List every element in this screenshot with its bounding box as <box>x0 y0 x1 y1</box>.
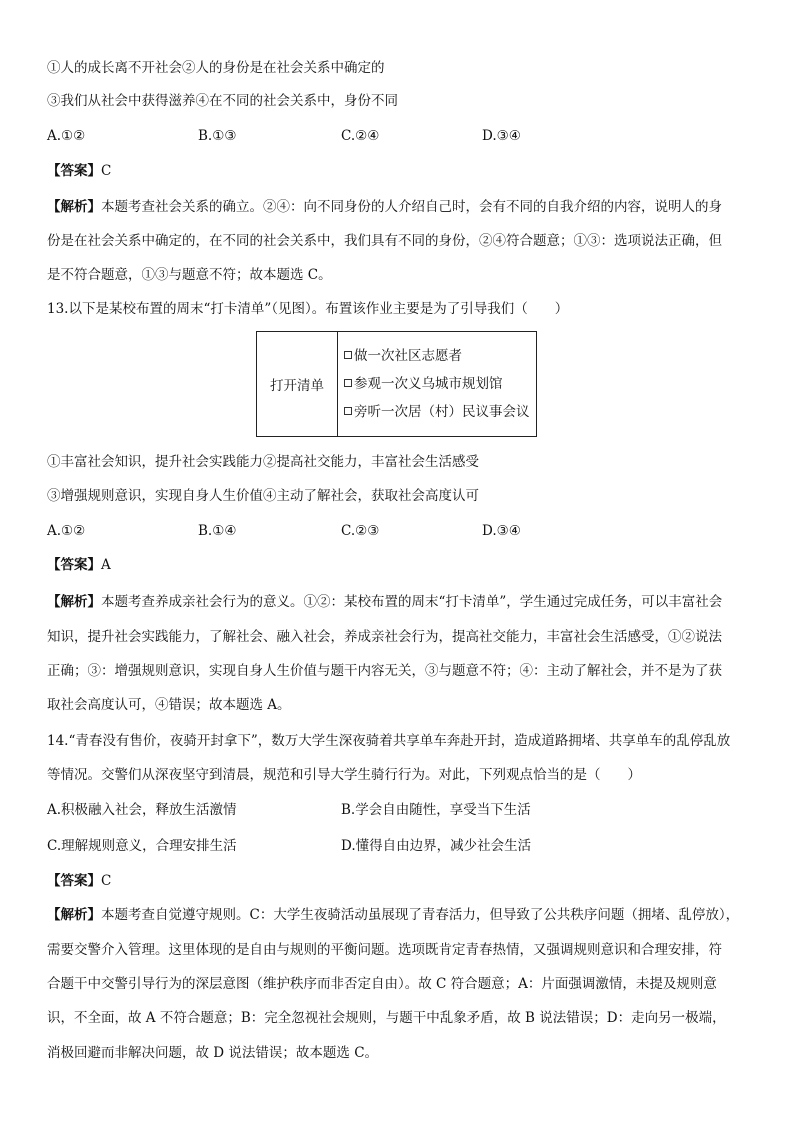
q13-analysis-1: 【解析】本题考查养成亲社会行为的意义。①②：某校布置的周末“打卡清单”，学生通过完成任务，可以丰富社会 <box>47 594 723 610</box>
q13-statements-2: ③增强规则意识，实现自身人生价值④主动了解社会，获取社会高度认可 <box>47 488 479 504</box>
q14-answer <box>47 871 111 891</box>
q14-analysis-4: 识，不全面，故 A 不符合题意；B：完全忽视社会规则，与题干中乱象矛盾，故 B 说法错误；D：走向另一极端， <box>47 1010 726 1026</box>
q12-answer-value: C <box>101 163 112 179</box>
q12-analysis-2: 份是在社会关系中确定的，在不同的社会关系中，我们具有不同的身份，②④符合题意；①③：选项说法正确，但 <box>47 233 722 249</box>
q14-analysis-5: 消极回避而非解决问题，故 D 说法错误；故本题选 C。 <box>47 1045 379 1061</box>
q13-option-c: C.②③ <box>341 523 380 539</box>
q13-answer-value: A <box>101 557 111 573</box>
q14-analysis-3: 合题干中交警引导行为的深层意图（维护秩序而非否定自由）。故 C 符合题意；A：片面强调激情，未提及规则意 <box>47 976 717 992</box>
q13-stem: 13.以下是某校布置的周末“打卡清单”（见图）。布置该作业主要是为了引导我们（ ） <box>47 301 569 317</box>
q13-analysis-2: 知识，提升社会实践能力，了解社会、融入社会，养成亲社会行为，提高社交能力，丰富社会生活感受，①②说法 <box>47 629 722 645</box>
q14-answer-tag: 【答案】 <box>47 873 101 889</box>
q13-option-a: A.①② <box>47 523 86 539</box>
q12-option-d: D.③④ <box>482 128 521 144</box>
q12-option-b: B.①③ <box>198 128 237 144</box>
q14-option-b: B.学会自由随性，享受当下生活 <box>341 802 531 818</box>
checkin-list-items <box>338 332 537 437</box>
q13-analysis-tag: 【解析】 <box>47 594 101 610</box>
q13-analysis-3: 正确；③：增强规则意识，实现自身人生价值与题干内容无关，③与题意不符；④：主动了解社会，并不是为了获 <box>47 663 722 679</box>
q14-analysis-2: 需要交警介入管理。这里体现的是自由与规则的平衡问题。选项既肯定青春热情，又强调规则意识和合理安排，符 <box>47 942 722 958</box>
checkin-item: 旁听一次居（村）民议事会议 <box>344 398 536 426</box>
checkbox-icon <box>344 407 352 415</box>
q12-statements-2: ③我们从社会中获得滋养④在不同的社会关系中，身份不同 <box>47 93 398 109</box>
q12-option-c: C.②④ <box>341 128 380 144</box>
q13-option-b: B.①④ <box>198 523 237 539</box>
q14-option-a: A.积极融入社会，释放生活激情 <box>47 802 237 818</box>
q13-answer <box>47 555 111 575</box>
q13-answer-tag: 【答案】 <box>47 557 101 573</box>
checkbox-icon <box>344 379 352 387</box>
q14-stem-1: 14.“青春没有售价，夜骑开封拿下”，数万大学生深夜骑着共享单车奔赴开封，造成道路拥堵、共享单车的乱停乱放 <box>47 733 731 749</box>
checkin-list-table <box>256 331 537 437</box>
q14-stem-2: 等情况。交警们从深夜坚守到清晨，规范和引导大学生骑行行为。对此，下列观点恰当的是（ ） <box>47 767 641 783</box>
q13-analysis-4: 取社会高度认可，④错误；故本题选 A。 <box>47 697 291 713</box>
q14-option-d: D.懂得自由边界，减少社会生活 <box>341 838 532 854</box>
checkin-item: 参观一次义乌城市规划馆 <box>344 370 536 398</box>
q14-option-c: C.理解规则意义，合理安排生活 <box>47 838 237 854</box>
q13-statements-1: ①丰富社会知识，提升社会实践能力②提高社交能力，丰富社会生活感受 <box>47 454 479 470</box>
q12-analysis-3: 是不符合题意，①③与题意不符；故本题选 C。 <box>47 267 332 283</box>
q12-answer-tag: 【答案】 <box>47 163 101 179</box>
q14-answer-value: C <box>101 873 112 889</box>
q12-answer <box>47 161 111 181</box>
checkin-item: 做一次社区志愿者 <box>344 342 536 370</box>
checkbox-icon <box>344 351 352 359</box>
q12-statements-1: ①人的成长离不开社会②人的身份是在社会关系中确定的 <box>47 60 385 76</box>
q14-analysis-1: 【解析】本题考查自觉遵守规则。C：大学生夜骑活动虽展现了青春活力，但导致了公共秩序问题（拥堵、乱停放）， <box>47 907 740 923</box>
q12-analysis-tag: 【解析】 <box>47 199 101 215</box>
q12-analysis-1: 【解析】本题考查社会关系的确立。②④：向不同身份的人介绍自己时，会有不同的自我介绍的内容，说明人的身 <box>47 199 722 215</box>
q12-option-a: A.①② <box>47 128 86 144</box>
q13-option-d: D.③④ <box>482 523 521 539</box>
checkin-list-label: 打开清单 <box>257 332 338 437</box>
q14-analysis-tag: 【解析】 <box>47 907 101 923</box>
